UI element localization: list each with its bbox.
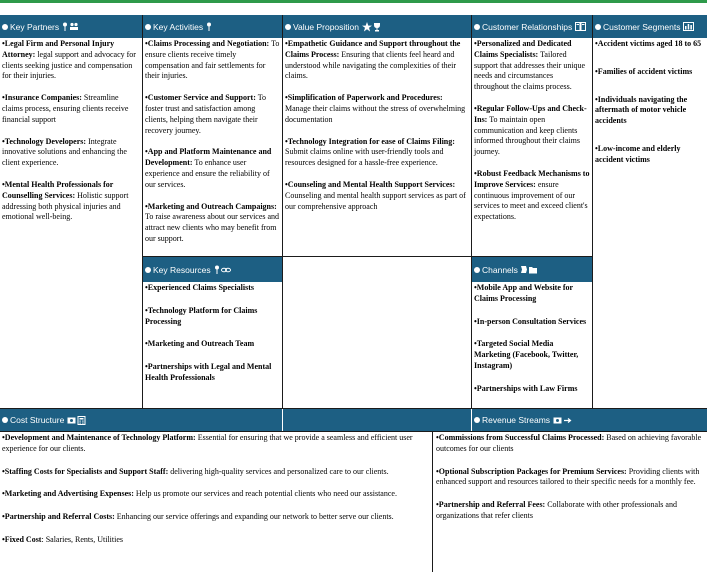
list-item: •Technology Developers: Integrate innovative solutions and enhancing the client experience. (2, 136, 127, 168)
list-item: •Commissions from Successful Claims Processed: Based on achieving favorable outcomes for our clients (436, 433, 702, 453)
list-item: •Staffing Costs for Specialists and Support Staff: delivering high-quality services and personalized care to our clients. (2, 466, 389, 476)
list-item: •Mental Health Professionals for Counselling Services: Holistic support addressing both physical injuries and emotional well-being. (2, 179, 129, 222)
bullet-dot (595, 24, 601, 30)
list-item: •Families of accident victims (595, 66, 693, 76)
list-item: •Personalized and Dedicated Claims Specialists: Tailored support that addresses their unique needs and circumstances throughout the claims process. (474, 39, 586, 92)
channels-header (472, 257, 592, 282)
list-item: •Partnership and Referral Fees: Collaborate with other professionals and organizations that refer clients (436, 500, 677, 520)
bullet-dot (145, 24, 151, 30)
key-activities-header (143, 15, 282, 38)
channels-title: Channels (482, 264, 518, 275)
star-and-trophy-icon (362, 22, 382, 32)
grid-line (143, 256, 592, 257)
list-item: •Insurance Companies: Streamline claims process, ensuring clients receive financial support (2, 93, 129, 124)
list-item: •Empathetic Guidance and Support throughout the Claims Process: Ensuring that clients feel heard and understood while navigating the complexities of their claims. (285, 39, 461, 81)
list-item: •Claims Processing and Negotiation: To ensure clients receive timely compensation and fair settlements for their injuries. (145, 39, 280, 81)
list-item: •Marketing and Advertising Expenses: Help us promote our services and reach potential clients who need our assistance. (2, 489, 397, 499)
key-resources-header (143, 257, 282, 282)
cost-structure-content (0, 432, 432, 572)
list-item: •Low-income and elderly accident victims (595, 143, 681, 164)
bullet-dot (2, 417, 8, 423)
pin-and-link-icon (214, 265, 232, 274)
bullet-dot (474, 417, 480, 423)
customer-relationships-header (472, 15, 592, 38)
key-partners-header (0, 15, 142, 38)
list-item: •Customer Service and Support: To foster trust and satisfaction among clients, helping them navigate their recovery journey. (145, 93, 267, 135)
money-and-calculator-icon (67, 416, 87, 425)
grid-line (592, 15, 593, 409)
key-activities-title: Key Activities (153, 21, 204, 32)
customer-segments-title: Customer Segments (603, 21, 681, 32)
grid-line (471, 15, 472, 409)
cost-structure-header (0, 409, 282, 431)
list-item: •Technology Integration for ease of Claims Filing: Submit claims online with user-friendly tools and resources designed for a hassle-free experience. (285, 136, 455, 168)
cost-structure-title: Cost Structure (10, 415, 65, 425)
pin-and-people-icon (62, 22, 80, 31)
list-item: •Mobile App and Website for Claims Processing (474, 283, 573, 303)
book-icon (575, 22, 586, 31)
key-partners-content (0, 38, 142, 408)
revenue-streams-header (472, 409, 707, 431)
list-item: •Experienced Claims Specialists (145, 283, 255, 292)
money-and-arrow-icon (553, 416, 573, 425)
list-item: •Simplification of Paperwork and Procedures: Manage their claims without the stress of overwhelming documentation (285, 93, 466, 124)
list-item: •Targeted Social Media Marketing (Facebook, Twitter, Instagram) (474, 339, 579, 370)
pin-icon (206, 22, 212, 31)
value-proposition-title: Value Proposition (293, 21, 359, 32)
revenue-streams-content (434, 432, 707, 572)
value-proposition-content (283, 38, 471, 255)
revenue-streams-title: Revenue Streams (482, 415, 551, 425)
key-resources-content (143, 282, 282, 408)
list-item: •Legal Firm and Personal Injury Attorney: legal support and advocacy for clients seeking justice and compensation for their injuries. (2, 39, 136, 81)
list-item: •Technology Platform for Claims Processing (145, 305, 258, 326)
bullet-dot (474, 267, 480, 273)
channels-content (472, 282, 592, 408)
top-accent-bar (0, 0, 707, 3)
grid-line (432, 431, 433, 572)
customer-relationships-content (472, 38, 592, 255)
list-item: •Partnerships with Law Firms (474, 383, 578, 393)
key-partners-title: Key Partners (10, 21, 60, 32)
bullet-dot (285, 24, 291, 30)
list-item: •Fixed Cost: Salaries, Rents, Utilities (2, 534, 124, 544)
list-item: •Regular Follow-Ups and Check-Ins: To maintain open communication and keep clients informed throughout their claims journey. (474, 103, 587, 157)
list-item: •Marketing and Outreach Campaigns: To raise awareness about our services and attract new clients who may benefit from our support. (145, 201, 280, 243)
chart-icon (683, 22, 694, 31)
list-item: •Partnership and Referral Costs: Enhancing our service offerings and expanding our network to better serve our clients. (2, 512, 394, 522)
list-item: •App and Platform Maintenance and Development: To enhance user experience and ensure the reliability of our services. (145, 147, 272, 189)
grid-line (142, 15, 143, 409)
list-item: •Development and Maintenance of Technology Platform: Essential for ensuring that we provide a seamless and efficient user experience for our clients. (2, 433, 413, 453)
list-item: •Robust Feedback Mechanisms to Improve Services: ensure continuous improvement of our services to meet and exceed client's expectations. (474, 168, 590, 222)
list-item: •Counseling and Mental Health Support Services: Counseling and mental health support services as part of our comprehensive approach (285, 179, 466, 211)
header-band (283, 409, 471, 431)
list-item: •Optional Subscription Packages for Premium Services: Providing clients with enhanced support and resources tailored to their specific needs for a monthly fee. (436, 466, 700, 487)
grid-line (0, 431, 707, 432)
list-item: •Accident victims aged 18 to 65 (595, 39, 702, 48)
list-item: •Partnerships with Legal and Mental Health Professionals (145, 362, 272, 382)
key-resources-title: Key Resources (153, 264, 211, 275)
grid-line (282, 15, 283, 409)
bullet-dot (474, 24, 480, 30)
bullet-dot (145, 267, 151, 273)
ticket-and-folder-icon (521, 265, 537, 274)
grid-line (0, 408, 707, 409)
value-proposition-header (283, 15, 471, 38)
list-item: •Marketing and Outreach Team (145, 339, 255, 349)
list-item: •Individuals navigating the aftermath of motor vehicle accidents (595, 94, 688, 126)
bullet-dot (2, 24, 8, 30)
customer-relationships-title: Customer Relationships (482, 21, 573, 32)
customer-segments-header (593, 15, 707, 38)
key-activities-content (143, 38, 282, 255)
list-item: •In-person Consultation Services (474, 316, 587, 326)
customer-segments-content (593, 38, 707, 408)
